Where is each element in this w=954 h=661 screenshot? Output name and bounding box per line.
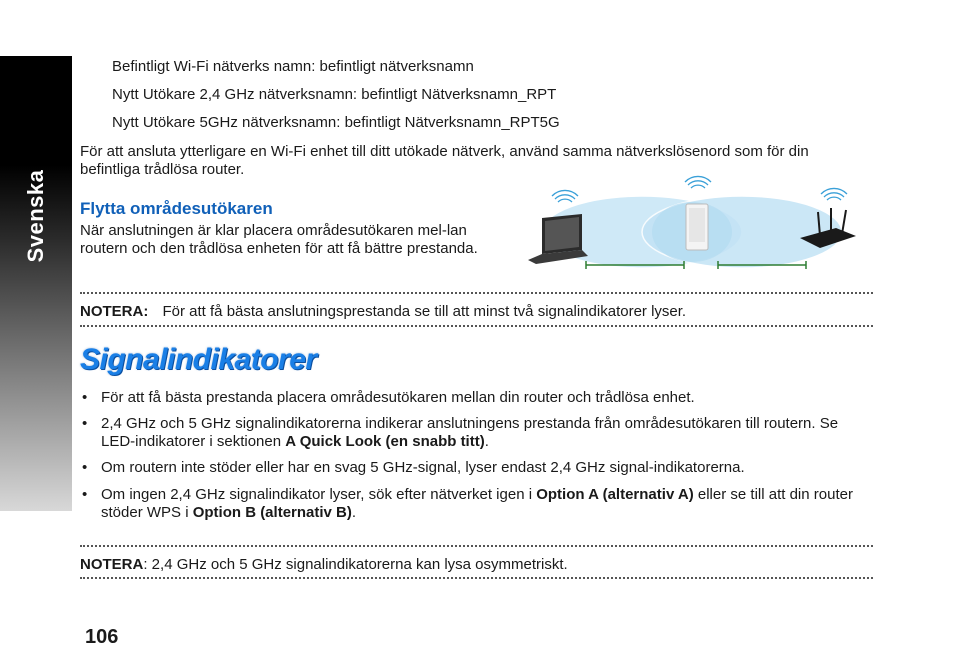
page-number: 106 (85, 626, 119, 648)
bullet-marker: • (82, 389, 88, 406)
note-label: NOTERA (80, 556, 144, 573)
bullet-marker: • (82, 415, 88, 432)
bullet-2-text: 2,4 GHz och 5 GHz signalindikatorerna indikerar anslutningens prestanda från områdesutökaren till routern. Se LED-indikatorer i sektionen (101, 415, 839, 450)
ssid-line-existing: Befintligt Wi-Fi nätverks namn: befintligt nätverksnamn (112, 58, 474, 75)
bullet-4 (101, 486, 871, 522)
wifi-icon-extender (685, 176, 711, 188)
bullet-4-bold-ref-2: Option B (alternativ B) (192, 504, 352, 521)
divider (80, 545, 873, 547)
bullet-2 (101, 415, 871, 451)
bullet-4-bold-ref: Option A (alternativ A) (536, 486, 694, 503)
range-extender-icon (686, 204, 708, 250)
wifi-icon-router (821, 188, 847, 200)
language-side-tab (0, 56, 72, 511)
wifi-icon-laptop (552, 190, 578, 202)
bullet-4-middle: eller se till att din router stöder WPS i (101, 486, 853, 521)
divider (80, 325, 873, 327)
bullet-2-bold-ref: A Quick Look (en snabb titt) (285, 433, 485, 450)
ssid-line-24ghz: Nytt Utökare 2,4 GHz nätverksnamn: befintligt Nätverksnamn_RPT (112, 86, 557, 103)
bullet-2-end: . (484, 433, 489, 450)
note-text: För att få bästa anslutningsprestanda se till att minst två signalindikatorer lyser. (162, 303, 687, 320)
laptop-icon (528, 214, 588, 264)
note-text: : 2,4 GHz och 5 GHz signalindikatorerna kan lysa osymmetriskt. (143, 556, 568, 573)
intro-paragraph: För att ansluta ytterligare en Wi-Fi enhet till ditt utökade nätverk, använd samma nätverkslösenord som för din befintliga trådlösa router. (80, 143, 809, 178)
language-label: Svenska (23, 169, 48, 263)
section-title: Signalindikatorer (80, 343, 317, 376)
divider (80, 577, 873, 579)
note-1 (80, 303, 686, 321)
bullet-marker: • (82, 486, 88, 503)
divider (80, 292, 873, 294)
bullet-4-text: Om ingen 2,4 GHz signalindikator lyser, sök efter nätverket igen i (101, 486, 537, 503)
bullet-4-end: . (351, 504, 357, 521)
note-2 (80, 556, 568, 574)
move-section-heading: Flytta områdesutökaren (80, 199, 273, 218)
placement-diagram (524, 174, 872, 274)
ssid-line-5ghz: Nytt Utökare 5GHz nätverksnamn: befintligt Nätverksnamn_RPT5G (112, 114, 560, 131)
bullet-marker: • (82, 459, 88, 476)
note-label: NOTERA: (80, 303, 149, 320)
bullet-1: För att få bästa prestanda placera områdesutökaren mellan din router och trådlösa enhet. (101, 389, 695, 406)
bullet-3: Om routern inte stöder eller har en svag 5 GHz-signal, lyser endast 2,4 GHz signal-indikatorerna. (101, 459, 745, 476)
move-section-body: När anslutningen är klar placera områdesutökaren mel-lan routern och den trådlösa enheten för att få bättre prestanda. (80, 222, 478, 257)
